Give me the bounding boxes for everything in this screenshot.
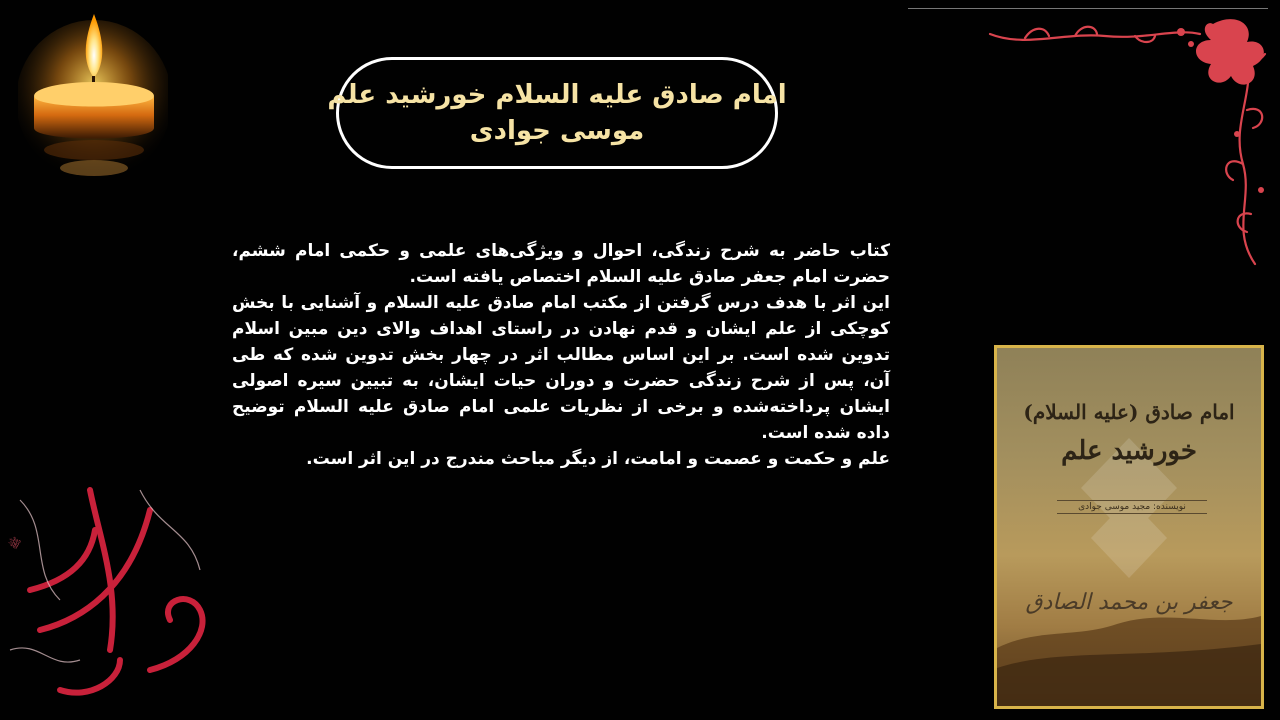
- book-cover-subtitle: خورشید علم: [1061, 436, 1197, 466]
- top-divider-line: [908, 8, 1268, 9]
- book-cover-calligraphy: جعفر بن محمد الصادق: [1025, 590, 1233, 615]
- book-cover-image: [994, 345, 1264, 709]
- svg-text:ﷺ: ﷺ: [8, 535, 24, 552]
- title-line-2: موسی جوادی: [469, 116, 645, 146]
- description-paragraph-3: علم و حکمت و عصمت و امامت، از دیگر مباحث مندرج در این اثر است.: [306, 449, 890, 469]
- description-paragraph-2: این اثر با هدف درس گرفتن از مکتب امام صادق علیه السلام و آشنایی با بخش کوچکی از علم ایشان و قدم نهادن در راستای اهداف والای دین مبین اسلام تدوین شده است. بر این اساس مطالب اثر در چهار بخش تدوین شده که طی آن، پس از شرح زندگی حضرت و دوران حیات ایشان، به تبیین سیره اصولی ایشان پرداخته‌شده و برخی از نظریات علمی امام صادق علیه السلام توضیح داده شده است.: [232, 293, 890, 443]
- book-cover-author: نویسنده: مجید موسی جوادی: [1057, 500, 1207, 514]
- calligraphy-artwork-icon: [0, 470, 230, 720]
- title-box: [327, 57, 787, 169]
- book-description: [232, 238, 890, 500]
- description-paragraph-1: کتاب حاضر به شرح زندگی، احوال و ویژگی‌های علمی و حکمی امام ششم، حضرت امام جعفر صادق علیه السلام اختصاص یافته است.: [232, 241, 890, 287]
- candle-image: [18, 0, 168, 190]
- title-line-1: امام صادق علیه السلام خورشید علم: [327, 80, 787, 110]
- book-cover-title: امام صادق (علیه السلام): [1023, 400, 1235, 424]
- floral-ornament-icon: [985, 14, 1275, 274]
